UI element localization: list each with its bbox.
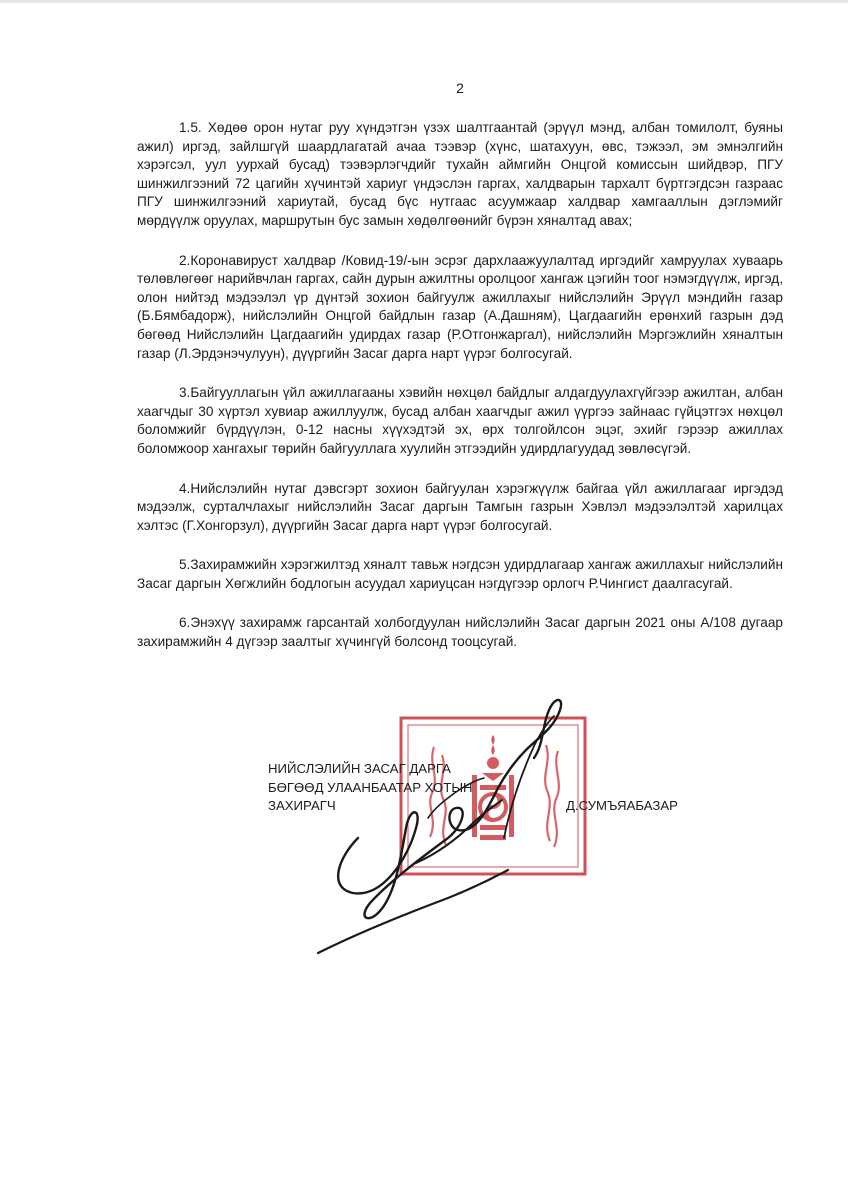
signatory-title-line-3: ЗАХИРАГЧ <box>268 798 336 814</box>
document-body <box>137 119 783 673</box>
page-number: 2 <box>456 80 464 96</box>
page-top-edge <box>0 0 848 3</box>
paragraph-5: 5.Захирамжийн хэрэгжилтэд хяналт тавьж нэгдсэн удирдлагаар хангаж ажиллахыг нийслэлийн Засаг даргын Хөгжлийн бодлогын асуудал хариуцсан нэгдүгээр орлогч Р.Чингист даалгасугай. <box>137 557 783 591</box>
signatory-name: Д.СУМЪЯАБАЗАР <box>566 798 678 813</box>
paragraph-2: 2.Коронавируст халдвар /Ковид-19/-ын эсрэг дархлаажуулалтад иргэдийг хамруулах хуваарь төлөвлөгөөг нарийвчлан гаргах, сайн дурын ажилтны оролцоог хангаж цэгийн тоог нэмэгдүүлж, иргэд, олон нийтэд мэдээлэл үр дүнтэй зохион байгуулж ажиллахыг нийслэлийн Эрүүл мэндийн газар (Б.Бямбадорж), нийслэлийн Онцгой байдлын газар (А.Дашням), Цагдаагийн ерөнхий газрын дэд бөгөөд Нийслэлийн Цагдаагийн удирдах газар (Р.Отгонжаргал), нийслэлийн Мэргэжлийн хяналтын газар (Л.Эрдэнэчулуун), дүүргийн Засаг дарга нарт үүрэг болгосугай. <box>137 252 783 361</box>
signatory-title-line-1: НИЙСЛЭЛИЙН ЗАСАГ ДАРГА <box>268 761 451 776</box>
paragraph-1-5: 1.5. Хөдөө орон нутаг руу хүндэтгэн үзэх шалтгаантай (эрүүл мэнд, албан томилолт, буяны ажил) иргэд, зайлшгүй шаардлагатай ачаа тээвэр (хүнс, шатахуун, өвс, тэжээл, эм эмнэлгийн хэрэгсэл, уул уурхай бусад) тээвэрлэгчдийг тухайн аймгийн Онцгой комиссын шийдвэр, ПГУ шинжилгээний 72 цагийн хүчинтэй хариуг үндэслэн гаргах, халдварын тархалт бүртгэгдсэн газраас ПГУ шинжилгээний хариутай, бусад бүс нутгаас асуумжаар халдвар хамгааллын дэглэмийг мөрдүүлж оруулах, маршрутын бус замын хөдөлгөөнийг бүрэн хяналтад авах; <box>137 120 783 228</box>
signature-block <box>268 760 728 816</box>
paragraph-4: 4.Нийслэлийн нутаг дэвсгэрт зохион байгуулан хэрэгжүүлж байгаа үйл ажиллагааг иргэдэд мэдээлж, сурталчлахыг нийслэлийн Засаг даргын Тамгын газрын Хэвлэл мэдээлэлтэй харилцах хэлтэс (Г.Хонгорзул), дүүргийн Засаг дарга нарт үүрэг болгосугай. <box>137 480 783 533</box>
paragraph-3: 3.Байгууллагын үйл ажиллагааны хэвийн нөхцөл байдлыг алдагдуулахгүйгээр ажилтан, албан хаагчдыг 30 хүртэл хувиар ажиллуулж, бусад албан хаагчдыг ажил үүргээ зайнаас гүйцэтгэх нөхцөл боломжийг бүрдүүлэн, 0-12 насны хүүхэдтэй эх, өрх толгойлсон эцэг, эхийг гэрээр ажиллах боломжоор хангахыг төрийн байгууллага хуулийн этгээдийн удирдлагуудад зөвлөсүгэй. <box>137 385 783 456</box>
signatory-title-line-2: БӨГӨӨД УЛААНБААТАР ХОТЫН <box>268 779 473 795</box>
paragraph-6: 6.Энэхүү захирамж гарсантай холбогдуулан нийслэлийн Засаг даргын 2021 оны А/108 дугаар захирамжийн 4 дүгээр заалтыг хүчингүй болсонд тооцсугай. <box>137 615 783 650</box>
